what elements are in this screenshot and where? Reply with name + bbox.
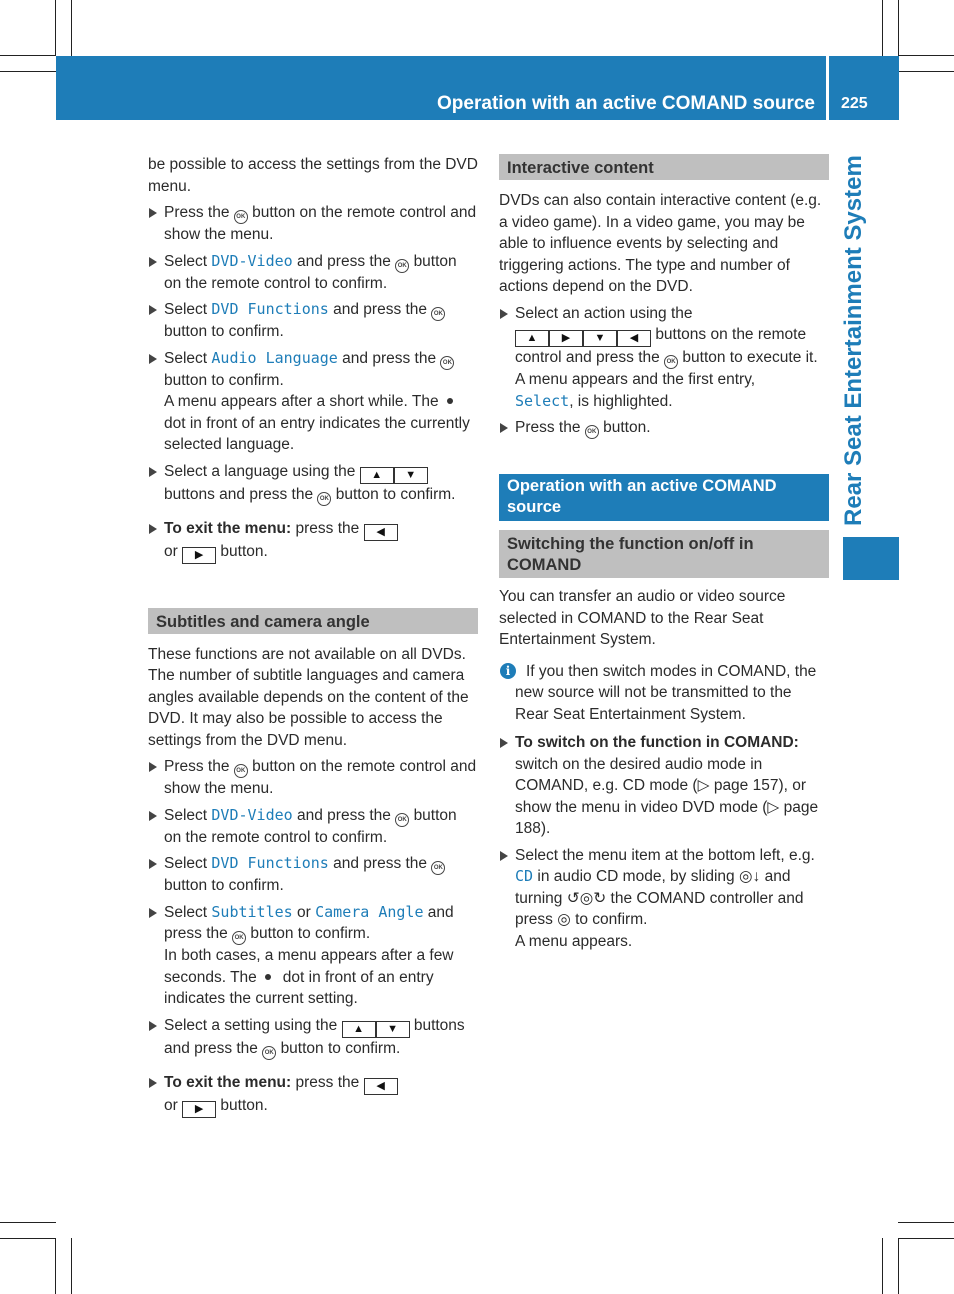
page-number: 225 <box>829 56 899 120</box>
ok-icon: OK <box>234 764 248 778</box>
bullet-dot-icon <box>265 974 271 980</box>
ok-icon: OK <box>232 931 246 945</box>
section-heading: Interactive content <box>499 154 829 180</box>
ok-icon: OK <box>395 813 409 827</box>
right-key-icon: ▶ <box>182 547 216 564</box>
down-key-icon: ▼ <box>394 467 428 484</box>
menu-item-label: DVD Functions <box>211 854 329 872</box>
up-key-icon: ▲ <box>360 467 394 484</box>
subsection-heading: Switching the function on/off in COMAND <box>499 530 829 578</box>
ok-icon: OK <box>664 355 678 369</box>
step: Press the OK button on the remote control and show the menu. <box>148 202 478 246</box>
crop-mark <box>898 0 899 56</box>
crop-mark <box>55 1238 56 1294</box>
menu-item-label: Camera Angle <box>315 902 424 921</box>
right-column <box>499 154 829 952</box>
ok-icon: OK <box>431 861 445 875</box>
crop-mark <box>898 55 954 56</box>
menu-item-label: Select <box>515 391 570 410</box>
info-icon: i <box>500 663 516 679</box>
step: Select a language using the ▲ ▼ buttons and press the OK button to confirm. <box>148 461 478 506</box>
page-title: Operation with an active COMAND source <box>437 93 815 114</box>
right-key-icon: ▶ <box>182 1101 216 1118</box>
step: Select DVD-Video and press the OK button on the remote control to confirm. <box>148 805 478 849</box>
crop-mark <box>898 1222 954 1223</box>
down-key-icon: ▼ <box>376 1021 410 1038</box>
crop-mark <box>882 0 883 56</box>
crop-mark <box>898 71 954 72</box>
step: Select a setting using the ▲ ▼ buttons and press the OK button to confirm. <box>148 1015 478 1060</box>
ok-icon: OK <box>585 425 599 439</box>
menu-item-label: DVD-Video <box>211 251 293 270</box>
ok-icon: OK <box>395 259 409 273</box>
down-key-icon: ▼ <box>583 330 617 347</box>
controller-turn-icon: ↺◎↻ <box>566 889 607 907</box>
ok-icon: OK <box>262 1046 276 1060</box>
step: Press the OK button. <box>499 417 829 439</box>
paragraph: be possible to access the settings from the DVD menu. <box>148 156 478 195</box>
side-section-title: Rear Seat Entertainment System <box>840 155 867 526</box>
crop-mark <box>55 0 56 56</box>
controller-slide-icon: ◎↓ <box>739 868 761 885</box>
left-key-icon: ◀ <box>617 330 651 347</box>
crop-mark <box>0 1238 56 1239</box>
side-tab <box>843 537 899 580</box>
step: Select DVD Functions and press the OK button to confirm. <box>148 299 478 343</box>
menu-item-label: CD <box>515 867 534 885</box>
menu-item-label: Subtitles <box>211 902 293 921</box>
step: Select DVD Functions and press the OK button to confirm. <box>148 853 478 897</box>
crop-mark <box>0 55 56 56</box>
ok-icon: OK <box>317 492 331 506</box>
section-heading: Subtitles and camera angle <box>148 608 478 634</box>
ok-icon: OK <box>234 210 248 224</box>
crop-mark <box>898 1238 899 1294</box>
step: To exit the menu: press the ◀ or ▶ button. <box>148 518 478 564</box>
step: Select an action using the ▲ ▶ ▼ ◀ buttons on the remote control and press the OK button to execute it. A menu appears and the first entry, Select, is highlighted. <box>499 303 829 413</box>
menu-item-label: DVD Functions <box>211 300 329 318</box>
menu-item-label: DVD-Video <box>211 805 293 824</box>
paragraph: You can transfer an audio or video source selected in COMAND to the Rear Seat Entertainment System. <box>499 588 786 648</box>
ok-icon: OK <box>440 356 454 370</box>
crop-mark <box>882 1238 883 1294</box>
crop-mark <box>0 1222 56 1223</box>
right-key-icon: ▶ <box>549 330 583 347</box>
section-heading: Operation with an active COMAND source <box>499 474 829 521</box>
paragraph: DVDs can also contain interactive content (e.g. a video game). In a video game, you may be able to influence events by selecting and triggering actions. The type and number of actions depend on the DVD. <box>499 192 822 295</box>
crop-mark <box>898 1238 954 1239</box>
step: Press the OK button on the remote control and show the menu. <box>148 756 478 800</box>
ok-icon: OK <box>431 307 445 321</box>
left-key-icon: ◀ <box>364 1078 398 1095</box>
menu-item-label: Audio Language <box>211 348 338 367</box>
crop-mark <box>71 1238 72 1294</box>
step: Select DVD-Video and press the OK button on the remote control to confirm. <box>148 251 478 295</box>
step: To exit the menu: press the ◀ or ▶ button. <box>148 1072 478 1118</box>
left-key-icon: ◀ <box>364 524 398 541</box>
controller-press-icon: ◎ <box>557 911 571 928</box>
bullet-dot-icon <box>447 398 453 404</box>
crop-mark <box>0 71 56 72</box>
up-key-icon: ▲ <box>515 330 549 347</box>
step: Select the menu item at the bottom left, e.g. CD in audio CD mode, by sliding ◎↓ and turning ↺◎↻ the COMAND controller and press ◎ to confirm. A menu appears. <box>499 845 829 953</box>
paragraph: These functions are not available on all DVDs. The number of subtitle languages and camera angles available depends on the content of the DVD. It may also be possible to access the settings from the DVD menu. <box>148 645 469 749</box>
up-key-icon: ▲ <box>342 1021 376 1038</box>
left-column <box>148 154 478 1118</box>
step: Select Audio Language and press the OK button to confirm. A menu appears after a short while. Thedot in front of an entry indicates the currently selected language. <box>148 348 478 456</box>
step: To switch on the function in COMAND: switch on the desired audio mode in COMAND, e.g. CD mode (▷ page 157), or show the menu in video DVD mode (▷ page 188). <box>499 732 829 840</box>
crop-mark <box>71 0 72 56</box>
step: Select Subtitles or Camera Angle and press the OK button to confirm. In both cases, a menu appears after a few seconds. The dot in front of an entry indicates the current setting. <box>148 902 478 1010</box>
info-note: i If you then switch modes in COMAND, the new source will not be transmitted to the Rear Seat Entertainment System. <box>499 661 829 726</box>
